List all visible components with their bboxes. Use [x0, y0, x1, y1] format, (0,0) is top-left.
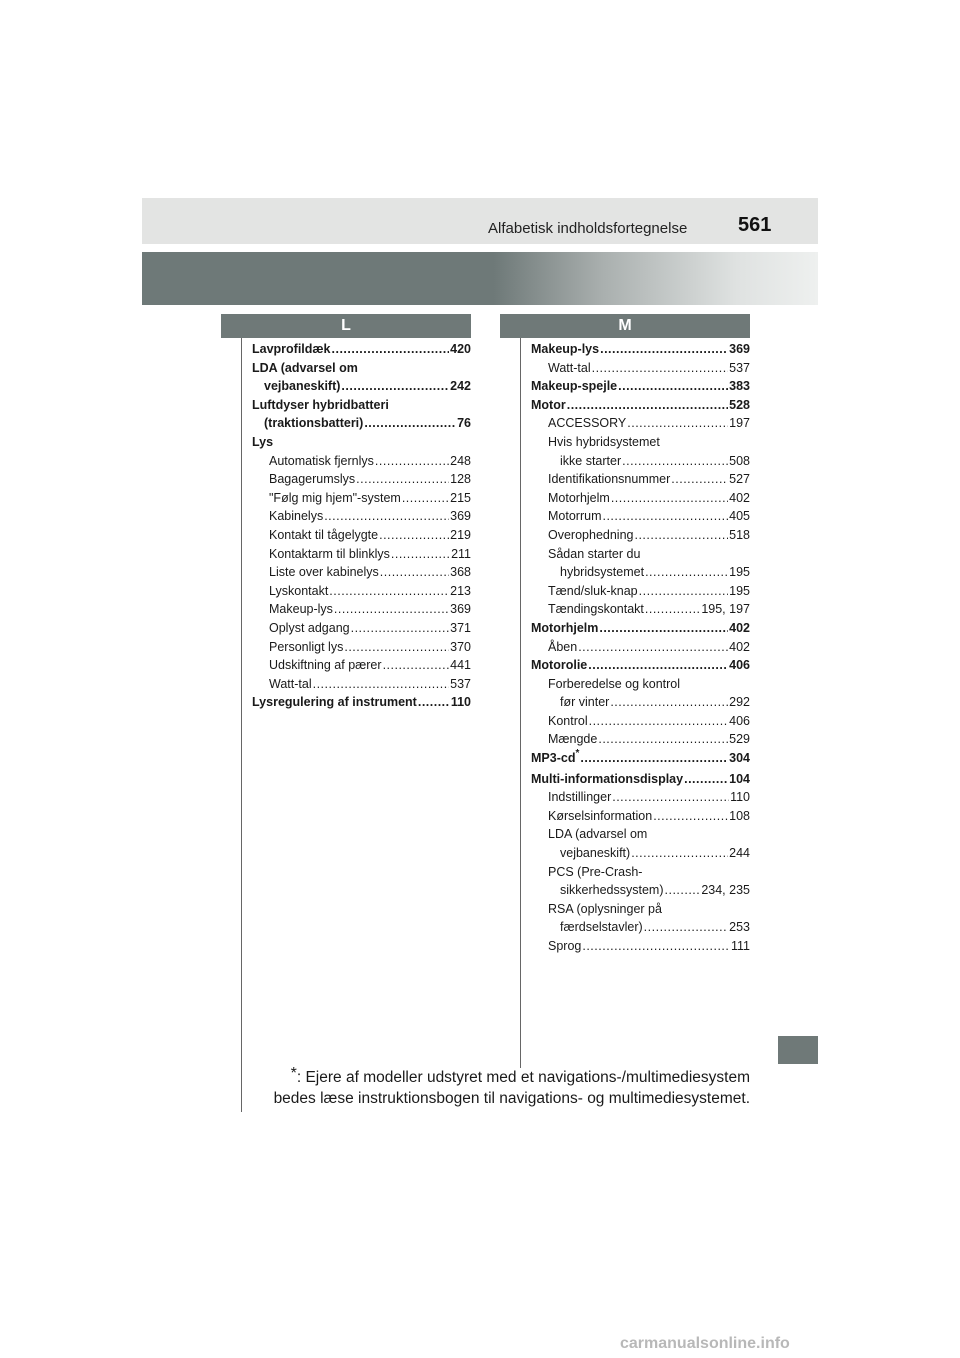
dot-leader: [645, 563, 728, 582]
index-entry-text: Motorhjelm: [531, 620, 599, 635]
index-entry-text: Overophedning: [548, 527, 634, 542]
dot-leader: [622, 452, 728, 471]
index-entry: [252, 638, 471, 657]
index-entry-page: 219: [450, 527, 471, 542]
dot-leader: [592, 359, 729, 378]
index-entry: [252, 582, 471, 601]
dot-leader: [380, 563, 449, 582]
index-entry-text: LDA (advarsel om: [252, 360, 358, 375]
dot-leader: [313, 675, 450, 694]
index-entry-page: 370: [450, 639, 471, 654]
index-entry-page: 111: [730, 939, 750, 953]
index-entry-text: Forberedelse og kontrol: [548, 676, 681, 691]
index-entry: [531, 900, 750, 919]
dot-leader: [324, 507, 449, 526]
page-title: Alfabetisk indholdsfortegnelse: [488, 220, 688, 237]
dot-leader: [344, 638, 449, 657]
index-entry-text: Sådan starter du: [548, 546, 641, 561]
index-entry-text: (traktionsbatteri): [264, 416, 364, 431]
index-entry-text: Udskiftning af pærer: [269, 658, 382, 673]
dot-leader: [364, 414, 456, 433]
index-entry-text: Motorrum: [548, 509, 602, 524]
index-entry: [252, 452, 471, 471]
dot-leader: [418, 693, 450, 712]
index-entry: [252, 340, 471, 359]
chapter-tab: [778, 1036, 818, 1064]
index-entry-text: før vinter: [560, 695, 610, 710]
index-entry: [531, 433, 750, 452]
index-entry: [531, 770, 750, 789]
index-entry: [531, 414, 750, 433]
index-entry: [531, 619, 750, 638]
index-entry-page: 371: [450, 620, 471, 635]
header-bar: [142, 198, 818, 244]
footnote-line-2: bedes læse instruktionsbogen til navigations- og multimediesystemet.: [273, 1090, 750, 1107]
index-entry-text: Kontrol: [548, 713, 588, 728]
index-entry-text: Lavprofildæk: [252, 342, 331, 356]
index-entry-text: ikke starter: [560, 453, 622, 468]
index-entry: [531, 396, 750, 415]
dot-leader: [580, 749, 728, 768]
index-entry-page: 406: [729, 713, 750, 728]
index-entry-page: 108: [729, 808, 750, 823]
index-entry-text: Personligt lys: [269, 639, 344, 654]
index-entry-text: hybridsystemet: [560, 565, 645, 580]
dot-leader: [631, 844, 728, 863]
index-entry-text: Tænd/sluk-knap: [548, 583, 638, 598]
dot-leader: [610, 693, 728, 712]
index-entry-page: 253: [729, 920, 750, 935]
dot-leader: [329, 582, 449, 601]
index-entry-text: Watt-tal: [548, 360, 591, 375]
index-entry-page: 211: [451, 546, 471, 561]
index-entry-text: Identifikationsnummer: [548, 472, 671, 487]
index-entry: [531, 359, 750, 378]
dot-leader: [665, 881, 701, 900]
index-entry-page: 383: [729, 379, 750, 394]
dot-leader: [567, 396, 728, 415]
index-entry: [531, 918, 750, 937]
index-entry-text: Mængde: [548, 732, 598, 747]
index-entry-page: 537: [729, 360, 750, 375]
index-entry-page: 369: [450, 509, 471, 524]
index-entry-page: 405: [729, 509, 750, 524]
index-entry-page: 195, 197: [701, 602, 750, 617]
dot-leader: [375, 452, 449, 471]
index-entry: [531, 563, 750, 582]
index-entry-text: Kørselsinformation: [548, 808, 653, 823]
index-entry: [252, 600, 471, 619]
index-entry-page: 406: [729, 658, 750, 673]
index-entry: [252, 377, 471, 396]
dot-leader: [612, 788, 729, 807]
index-entry: [252, 526, 471, 545]
index-entry-page: 528: [729, 397, 750, 412]
index-entry: [252, 396, 471, 415]
dot-leader: [611, 489, 728, 508]
index-entry-text: Lysregulering af instrument: [252, 695, 417, 710]
index-entry: [531, 545, 750, 564]
dot-leader: [588, 656, 728, 675]
dot-leader: [334, 600, 449, 619]
section-letter-m: M: [500, 314, 750, 338]
index-entry-page: 508: [729, 453, 750, 468]
index-entry-page: 195: [729, 583, 750, 598]
index-entry-page: 242: [450, 379, 471, 394]
index-column-m: [531, 340, 750, 956]
index-entry-page: 248: [450, 453, 471, 468]
index-entry-text: Sprog: [548, 939, 582, 953]
index-entry-page: 110: [450, 695, 471, 710]
index-entry-text: Watt-tal: [269, 676, 312, 691]
index-column-l: [252, 340, 471, 712]
index-entry-text: Kontaktarm til blinklys: [269, 546, 390, 561]
index-entry-text: Motorolie: [531, 658, 588, 673]
dot-leader: [644, 918, 728, 937]
index-entry-text: færdselstavler): [560, 920, 643, 935]
index-entry-page: 518: [729, 527, 750, 542]
index-entry-page: 529: [729, 732, 750, 747]
index-entry-page: 110: [730, 790, 750, 805]
index-entry: [252, 675, 471, 694]
index-entry-page: 368: [450, 565, 471, 580]
index-entry: [531, 788, 750, 807]
index-entry: [531, 489, 750, 508]
index-entry-page: 244: [729, 846, 750, 861]
dot-leader: [600, 340, 728, 359]
index-entry: [252, 507, 471, 526]
index-entry-page: 292: [729, 695, 750, 710]
index-entry: [252, 470, 471, 489]
index-entry-text: vejbaneskift): [560, 846, 631, 861]
index-entry-text: Makeup-lys: [531, 342, 600, 356]
index-entry-page: 197: [729, 416, 750, 431]
index-entry: [531, 526, 750, 545]
index-entry: [531, 452, 750, 471]
index-entry-text: Makeup-spejle: [531, 379, 618, 394]
index-entry-text: LDA (advarsel om: [548, 827, 648, 842]
index-entry-page: 402: [729, 620, 750, 635]
index-entry: [252, 656, 471, 675]
index-entry: [252, 619, 471, 638]
index-entry-page: 195: [729, 565, 750, 580]
index-entry-text: sikkerhedssystem): [560, 883, 664, 898]
index-entry-text: MP3-cd: [531, 751, 576, 766]
index-entry-text: Hvis hybridsystemet: [548, 434, 660, 449]
index-entry: [531, 675, 750, 694]
index-entry-page: 537: [450, 676, 471, 691]
index-entry-page: 234, 235: [701, 883, 750, 898]
index-entry: [531, 749, 750, 770]
watermark: carmanualsonline.info: [620, 1335, 790, 1352]
index-entry: [252, 489, 471, 508]
index-entry: [531, 656, 750, 675]
index-entry-page: 527: [729, 472, 750, 487]
dot-leader: [645, 600, 700, 619]
index-entry-text: Bagagerumslys: [269, 472, 356, 487]
column-divider: [520, 338, 521, 1068]
index-entry-text: Multi-informationsdisplay: [531, 771, 684, 786]
index-entry: [531, 340, 750, 359]
index-entry: [252, 693, 471, 712]
dot-leader: [671, 470, 728, 489]
index-entry-text: Kabinelys: [269, 509, 324, 524]
dot-leader: [402, 489, 449, 508]
index-entry-page: 402: [729, 490, 750, 505]
dot-leader: [639, 582, 729, 601]
index-entry: [252, 414, 471, 433]
index-entry-text: Lyskontakt: [269, 583, 329, 598]
index-entry: [531, 582, 750, 601]
index-entry-text: Indstillinger: [548, 790, 612, 805]
index-entry-text: Åben: [548, 639, 578, 654]
index-entry: [531, 863, 750, 882]
index-entry: [252, 563, 471, 582]
index-entry: [531, 825, 750, 844]
index-entry-text: Makeup-lys: [269, 602, 333, 617]
index-entry-page: 215: [450, 490, 471, 505]
index-entry: [531, 600, 750, 619]
index-entry-text: Automatisk fjernlys: [269, 453, 374, 468]
index-entry-page: 76: [457, 416, 471, 431]
index-entry-text: "Følg mig hjem"-system: [269, 490, 401, 505]
decorative-band: [142, 252, 818, 305]
index-entry-page: 213: [450, 583, 471, 598]
index-entry-page: 441: [450, 658, 471, 673]
footnote-asterisk: *: [290, 1065, 297, 1082]
dot-leader: [618, 377, 728, 396]
dot-leader: [351, 619, 450, 638]
footnote-line-1: : Ejere af modeller udstyret med et navigations-/multimediesystem: [296, 1069, 750, 1086]
index-entry-text: Oplyst adgang: [269, 620, 350, 635]
dot-leader: [684, 770, 728, 789]
index-entry: [531, 712, 750, 731]
dot-leader: [379, 526, 449, 545]
dot-leader: [356, 470, 449, 489]
index-entry-asterisk: *: [575, 748, 580, 760]
index-entry: [531, 881, 750, 900]
page-number: 561: [738, 214, 772, 236]
dot-leader: [582, 937, 730, 956]
index-entry: [252, 359, 471, 378]
index-entry-text: Lys: [252, 434, 274, 449]
dot-leader: [598, 730, 728, 749]
dot-leader: [602, 507, 728, 526]
index-entry: [531, 937, 750, 956]
index-entry-text: vejbaneskift): [264, 379, 341, 394]
dot-leader: [332, 340, 450, 359]
index-entry-text: Motorhjelm: [548, 490, 610, 505]
dot-leader: [599, 619, 728, 638]
index-entry-page: 369: [729, 342, 750, 356]
index-entry-page: 104: [729, 771, 750, 786]
index-entry: [252, 433, 471, 452]
dot-leader: [578, 638, 728, 657]
index-entry: [531, 807, 750, 826]
dot-leader: [383, 656, 450, 675]
index-entry-text: Kontakt til tågelygte: [269, 527, 379, 542]
index-entry: [531, 507, 750, 526]
index-entry-page: 128: [450, 472, 471, 487]
index-entry: [531, 470, 750, 489]
index-entry-page: 369: [450, 602, 471, 617]
dot-leader: [589, 712, 729, 731]
index-entry-text: ACCESSORY: [548, 416, 627, 431]
index-entry-text: Luftdyser hybridbatteri: [252, 397, 389, 412]
dot-leader: [634, 526, 728, 545]
dot-leader: [391, 545, 450, 564]
index-entry-page: 402: [729, 639, 750, 654]
index-entry: [531, 844, 750, 863]
index-entry-text: RSA (oplysninger på: [548, 901, 662, 916]
index-entry-page: 304: [729, 751, 750, 766]
index-entry-text: PCS (Pre-Crash-: [548, 864, 643, 879]
index-entry: [252, 545, 471, 564]
index-entry-text: Tændingskontakt: [548, 602, 644, 617]
dot-leader: [653, 807, 728, 826]
dot-leader: [341, 377, 449, 396]
index-entry: [531, 638, 750, 657]
dot-leader: [627, 414, 728, 433]
index-entry-text: Motor: [531, 397, 566, 412]
index-entry: [531, 730, 750, 749]
footnote: [250, 1067, 750, 1109]
index-entry-text: Liste over kabinelys: [269, 565, 379, 580]
index-entry: [531, 377, 750, 396]
column-divider: [241, 338, 242, 1112]
index-entry: [531, 693, 750, 712]
index-entry-page: 420: [450, 342, 471, 356]
section-letter-l: L: [221, 314, 471, 338]
